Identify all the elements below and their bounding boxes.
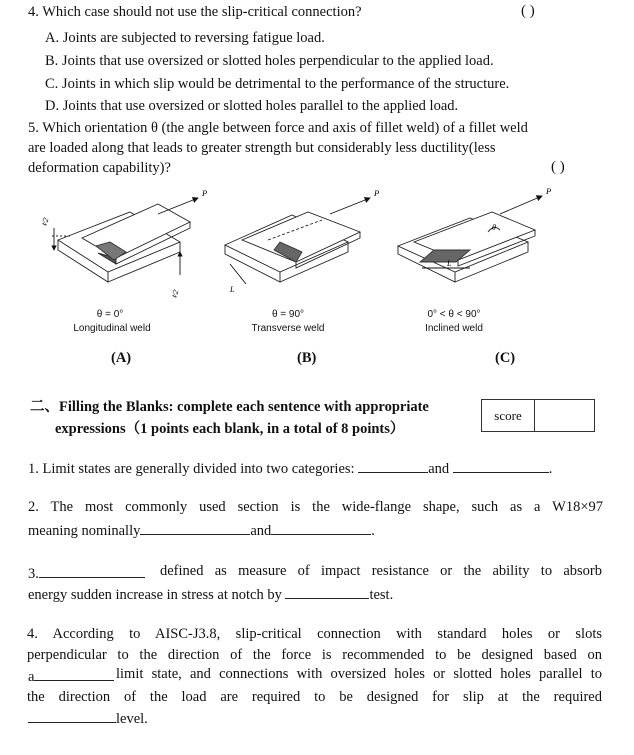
panel-c-angle: 0° < θ < 90° xyxy=(427,309,481,320)
force-label-c: P xyxy=(546,186,552,196)
b1-end: . xyxy=(548,461,553,477)
b2-and: and xyxy=(250,523,272,539)
b3-num: 3. xyxy=(28,566,39,582)
half-t-label-a1: t⁄2 xyxy=(39,216,51,227)
weld-sketch-c xyxy=(398,196,542,282)
weld-sketch-a xyxy=(52,198,198,282)
b3-text: energy sudden increase in stress at notch by xyxy=(28,587,282,603)
b3-line-1: defined as measure of impact resistance or the ability to absorb xyxy=(160,563,602,579)
score-label: score xyxy=(494,408,522,423)
length-label-b: L xyxy=(230,285,235,294)
b1-blank-2[interactable] xyxy=(453,458,549,473)
blank-question-4 xyxy=(28,708,148,728)
b2-blank-2[interactable] xyxy=(271,520,371,535)
section-2-heading: 二、Filling the Blanks: complete each sentence with appropriate xyxy=(30,399,429,415)
q5-answer-paren[interactable]: ( ) xyxy=(551,159,565,175)
panel-a-angle: θ = 0° xyxy=(96,309,124,320)
q4-option-d: D. Joints that use oversized or slotted holes parallel to the applied load. xyxy=(45,98,459,114)
b4-blank-1[interactable] xyxy=(34,666,114,681)
q4-option-c: C. Joints in which slip would be detrimental to the performance of the structure. xyxy=(45,76,510,92)
panel-b-angle: θ = 90° xyxy=(271,309,305,320)
q5-line-2: are loaded along that leads to greater strength but considerably less ductility(less xyxy=(28,140,496,156)
option-b-letter: (B) xyxy=(297,350,317,366)
q4-option-b: B. Joints that use oversized or slotted holes perpendicular to the applied load. xyxy=(45,53,494,69)
weld-orientation-figure xyxy=(30,180,610,315)
blank-question-2 xyxy=(28,520,375,540)
b1-and: and xyxy=(428,461,450,477)
q5-line-3: deformation capability)? xyxy=(28,160,171,176)
score-input[interactable] xyxy=(535,400,594,431)
weld-sketch-b xyxy=(225,198,370,284)
b2-text: meaning nominally xyxy=(28,523,141,539)
blank-question-1 xyxy=(28,458,552,478)
q4-option-a: A. Joints are subjected to reversing fatigue load. xyxy=(45,30,325,46)
b4-line-3: limit state, and connections with oversized holes or slotted holes parallel to xyxy=(116,666,602,682)
score-box xyxy=(481,399,595,432)
blank-question-3 xyxy=(28,584,393,604)
b4-blank-2[interactable] xyxy=(28,708,116,723)
half-t-label-a2: t⁄2 xyxy=(169,288,181,299)
b4-line-1: 4. According to AISC-J3.8, slip-critical connection with standard holes or slots xyxy=(27,626,602,642)
theta-label-c: θ xyxy=(492,223,496,232)
b4-line-3-start xyxy=(28,666,114,686)
option-c-letter: (C) xyxy=(495,350,516,366)
panel-a-name: Longitudinal weld xyxy=(73,323,151,334)
b3-blank-1[interactable] xyxy=(39,563,145,578)
b4-level: level. xyxy=(116,711,148,727)
b2-blank-1[interactable] xyxy=(140,520,250,535)
b4-line-4: the direction of the load are required to be designed for slip at the required xyxy=(27,689,602,705)
b4-line-2: perpendicular to the direction of the force is recommended to be designed based on xyxy=(27,647,602,663)
b1-blank-1[interactable] xyxy=(358,458,428,473)
panel-b-name: Transverse weld xyxy=(251,323,325,334)
b2-end: . xyxy=(371,523,375,539)
q4-stem: 4. Which case should not use the slip-critical connection? xyxy=(28,4,362,20)
panel-c-name: Inclined weld xyxy=(425,323,483,334)
b2-line-1: 2. The most commonly used section is the wide-flange shape, such as a W18×97 xyxy=(28,499,603,515)
force-label-a: P xyxy=(202,188,208,198)
b1-text: 1. Limit states are generally divided into two categories: xyxy=(28,461,355,477)
b3-test: test. xyxy=(369,587,394,603)
q4-answer-paren[interactable]: ( ) xyxy=(521,3,535,19)
b3-number-line xyxy=(28,563,145,583)
force-label-b: P xyxy=(374,188,380,198)
section-2-heading-cont: expressions（1 points each blank, in a total of 8 points） xyxy=(55,421,405,437)
b4-a: a xyxy=(28,669,35,685)
length-label-c: L xyxy=(447,259,452,268)
option-a-letter: (A) xyxy=(111,350,132,366)
b3-blank-2[interactable] xyxy=(285,584,369,599)
q5-line-1: 5. Which orientation θ (the angle between force and axis of fillet weld) of a fillet weld xyxy=(28,120,528,136)
